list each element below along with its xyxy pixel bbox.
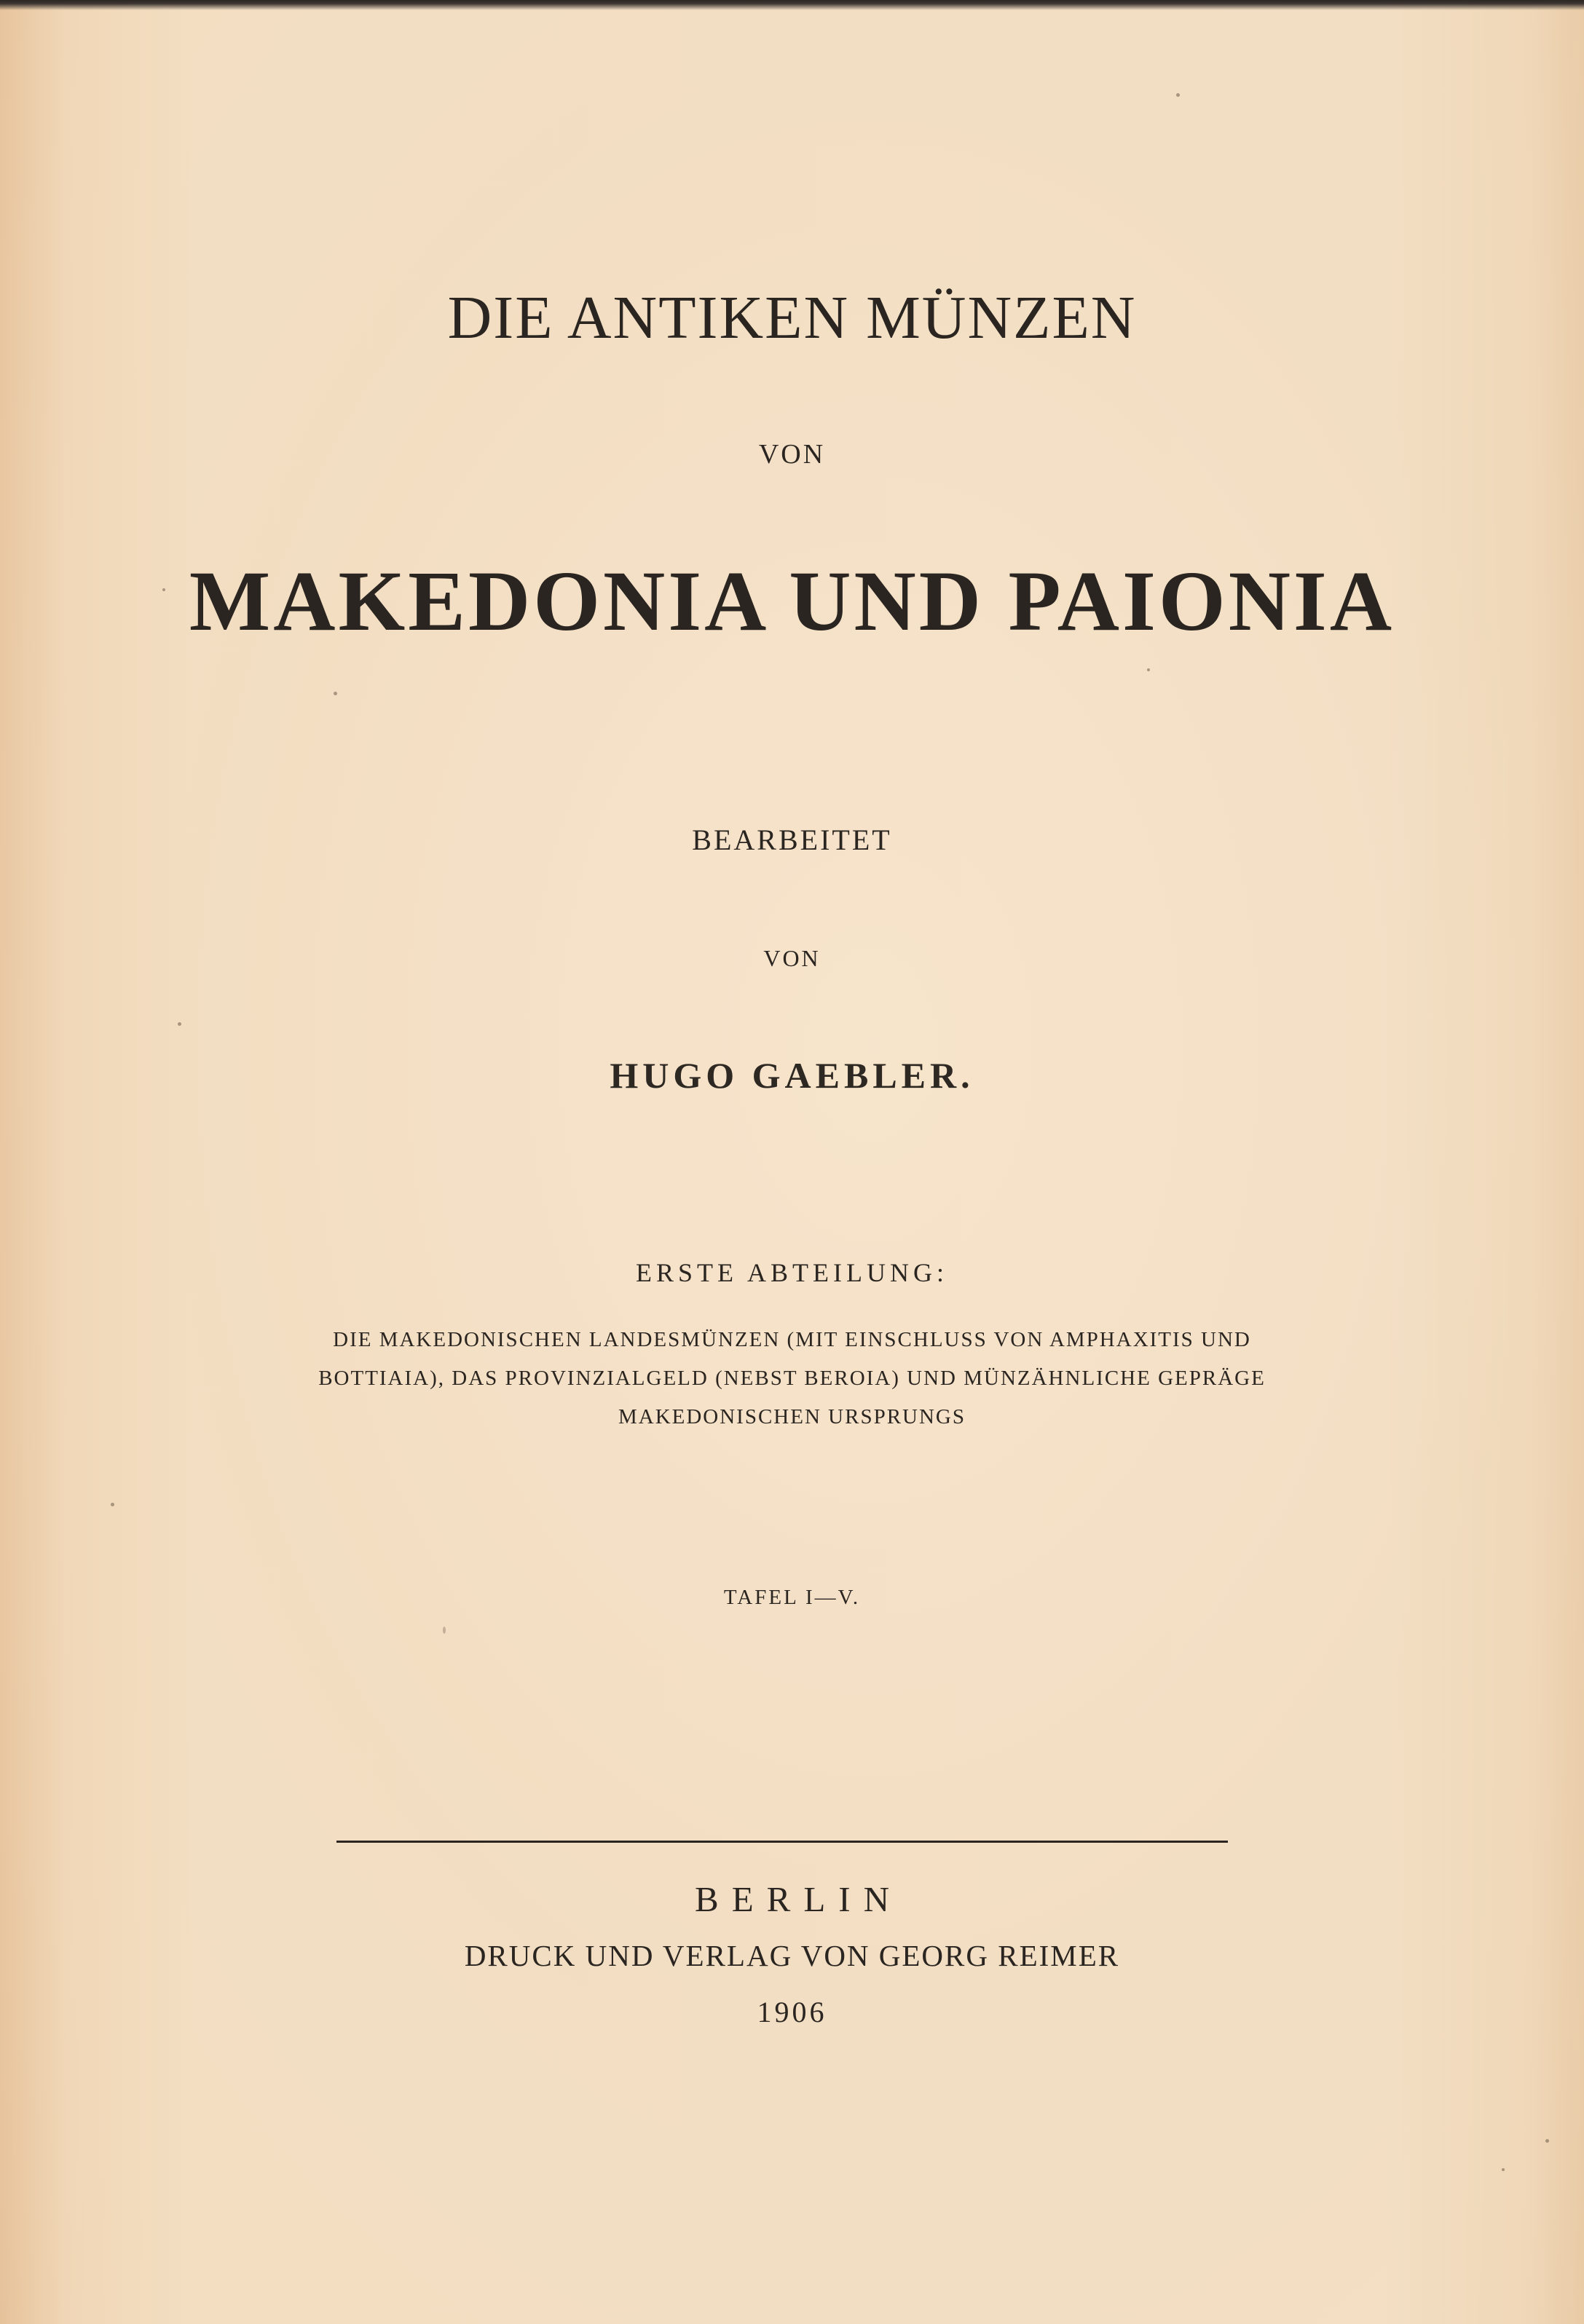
imprint-publisher: DRUCK UND VERLAG VON GEORG REIMER [464, 1939, 1120, 1972]
plates-note: TAFEL I—V. [723, 1586, 861, 1609]
division-description [0, 1321, 1584, 1436]
paper-speck [334, 692, 337, 695]
paper-speck [1502, 2168, 1505, 2171]
paper-speck [1545, 2139, 1549, 2143]
paper-speck [1176, 93, 1180, 97]
connector-von-1: VON [758, 439, 826, 470]
paper-speck [111, 1503, 114, 1506]
paper-speck [443, 1627, 446, 1634]
title-line-1: DIE ANTIKEN MÜNZEN [447, 284, 1137, 352]
page-edge-shadow [0, 0, 1584, 10]
connector-von-2: VON [763, 945, 821, 971]
paper-speck [1147, 668, 1150, 671]
paper-speck [178, 1022, 181, 1026]
author-name: HUGO GAEBLER. [610, 1055, 974, 1096]
edited-label: BEARBEITET [692, 823, 892, 856]
description-line-3: MAKEDONISCHEN URSPRUNGS [618, 1405, 966, 1428]
description-line-1: DIE MAKEDONISCHEN LANDESMÜNZEN (MIT EINSCHLUSS VON AMPHAXITIS UND [333, 1328, 1251, 1351]
imprint-divider [336, 1841, 1228, 1843]
imprint-year: 1906 [757, 1996, 827, 2028]
paper-speck [162, 588, 165, 591]
description-line-2: BOTTIAIA), DAS PROVINZIALGELD (NEBST BEROIA) UND MÜNZÄHNLICHE GEPRÄGE [318, 1367, 1266, 1390]
imprint-city: BERLIN [695, 1879, 902, 1919]
title-line-2: MAKEDONIA UND PAIONIA [189, 553, 1395, 649]
division-heading: ERSTE ABTEILUNG: [636, 1258, 948, 1287]
